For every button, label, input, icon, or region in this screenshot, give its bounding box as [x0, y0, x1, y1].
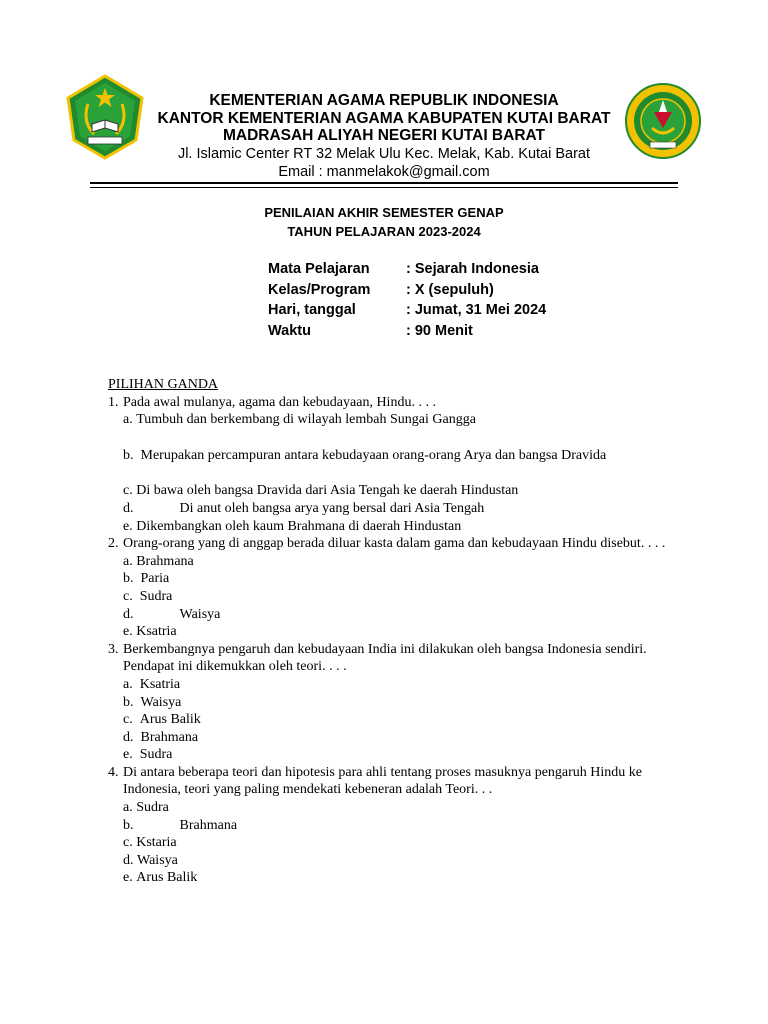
answer-option — [108, 746, 698, 764]
option-text: Ksatria — [139, 676, 181, 692]
info-row — [268, 259, 546, 280]
option-letter: e. — [123, 747, 133, 763]
answer-option — [108, 606, 698, 624]
option-text: Brahmana — [179, 817, 238, 833]
answer-option — [108, 518, 698, 536]
option-text: Waisya — [140, 694, 182, 710]
option-letter: e. — [123, 870, 133, 886]
option-letter: b. — [123, 447, 134, 463]
option-letter: e. — [123, 624, 133, 640]
option-letter: b. — [123, 694, 134, 710]
question-text: Orang-orang yang di anggap berada diluar kasta dalam gama dan kebudayaan Hindu disebut. . . . — [123, 536, 666, 552]
answer-option — [108, 588, 698, 606]
option-text: Merupakan percampuran antara kebudayaan orang-orang Arya dan bangsa Dravida — [140, 447, 607, 463]
option-letter: a. — [123, 676, 133, 692]
section-title: PILIHAN GANDA — [108, 377, 219, 392]
school-email: Email : manmelakok@gmail.com — [278, 163, 490, 180]
question-number: 4. — [108, 764, 119, 780]
option-text: Waisya — [137, 852, 178, 868]
option-letter: a. — [123, 553, 133, 569]
option-text: Arus Balik — [136, 870, 198, 886]
question — [108, 641, 698, 676]
question-number: 1. — [108, 394, 119, 410]
school-title: MADRASAH ALIYAH NEGERI KUTAI BARAT — [222, 127, 546, 144]
question — [108, 764, 698, 799]
info-value: : Jumat, 31 Mei 2024 — [406, 302, 547, 318]
info-value: : 90 Menit — [406, 322, 473, 339]
option-letter: a. — [123, 800, 133, 816]
answer-option — [108, 482, 698, 500]
question-number: 2. — [108, 536, 119, 552]
option-text: Dikembangkan oleh kaum Brahmana di daerah Hindustan — [136, 518, 462, 534]
option-letter: c. — [123, 712, 133, 728]
option-text: Sudra — [136, 800, 169, 816]
exam-title — [0, 203, 768, 241]
answer-option — [108, 852, 698, 870]
ministry-title: KEMENTERIAN AGAMA REPUBLIK INDONESIA — [209, 92, 559, 109]
option-letter: d. — [123, 852, 134, 868]
answer-option — [108, 553, 698, 571]
header-rule-thick — [90, 182, 678, 184]
option-letter: b. — [123, 571, 134, 587]
question-text: Di antara beberapa teori dan hipotesis para ahli tentang proses masuknya pengaruh Hindu ke Indonesia, teori yang paling mendekati kebeneran adalah Teori. . . — [123, 764, 642, 798]
option-letter: a. — [123, 412, 133, 428]
question — [108, 535, 698, 553]
question — [108, 394, 698, 412]
info-row — [268, 280, 546, 301]
answer-option — [108, 676, 698, 694]
answer-option — [108, 711, 698, 729]
answer-option — [108, 411, 698, 429]
info-row — [268, 321, 546, 342]
option-letter: b. — [123, 817, 134, 833]
option-text: Di bawa oleh bangsa Dravida dari Asia Tengah ke daerah Hindustan — [136, 483, 519, 499]
option-letter: d. — [123, 500, 134, 516]
option-letter: c. — [123, 483, 133, 499]
question-text: Berkembangnya pengaruh dan kebudayaan India ini dilakukan oleh bangsa Indonesia sendiri. Pendapat ini dikemukkan oleh teori. . . . — [123, 641, 647, 675]
exam-title-line1: PENILAIAN AKHIR SEMESTER GENAP — [264, 205, 504, 220]
answer-option — [108, 570, 698, 588]
answer-option — [108, 729, 698, 747]
exam-info — [268, 259, 546, 341]
info-label: Hari, tanggal — [268, 302, 356, 318]
info-value: : Sejarah Indonesia — [406, 261, 539, 277]
option-text: Waisya — [179, 606, 221, 622]
school-address: Jl. Islamic Center RT 32 Melak Ulu Kec. Melak, Kab. Kutai Barat — [177, 145, 591, 162]
answer-option — [108, 623, 698, 641]
option-text: Paria — [140, 571, 170, 587]
option-text: Arus Balik — [139, 712, 201, 728]
option-text: Tumbuh dan berkembang di wilayah lembah Sungai Gangga — [136, 412, 476, 428]
multiple-choice-section — [108, 376, 698, 887]
option-text: Ksatria — [136, 624, 177, 640]
option-text: Di anut oleh bangsa arya yang bersal dari Asia Tengah — [179, 500, 485, 516]
question-number: 3. — [108, 641, 119, 657]
info-value: : X (sepuluh) — [406, 281, 494, 298]
info-label: Kelas/Program — [268, 281, 371, 298]
option-letter: c. — [123, 588, 133, 604]
option-text: Kstaria — [136, 835, 177, 851]
option-letter: c. — [123, 835, 133, 851]
option-letter: e. — [123, 518, 133, 534]
option-text: Brahmana — [140, 729, 199, 745]
answer-option — [108, 834, 698, 852]
info-row — [268, 300, 546, 321]
info-label: Mata Pelajaran — [268, 261, 370, 277]
letterhead — [0, 92, 768, 181]
exam-title-line2: TAHUN PELAJARAN 2023-2024 — [287, 224, 481, 239]
header-rule-thin — [90, 187, 678, 188]
question-text: Pada awal mulanya, agama dan kebudayaan, Hindu. . . . — [123, 394, 436, 410]
info-label: Waktu — [268, 322, 311, 339]
answer-option — [108, 500, 698, 518]
answer-option — [108, 869, 698, 887]
office-title: KANTOR KEMENTERIAN AGAMA KABUPATEN KUTAI BARAT — [157, 109, 611, 127]
option-text: Sudra — [139, 588, 173, 604]
option-letter: d. — [123, 729, 134, 745]
option-letter: d. — [123, 606, 134, 622]
option-text: Brahmana — [136, 553, 194, 569]
answer-option — [108, 817, 698, 835]
answer-option — [108, 694, 698, 712]
answer-option — [108, 447, 698, 465]
option-text: Sudra — [139, 747, 173, 763]
answer-option — [108, 799, 698, 817]
